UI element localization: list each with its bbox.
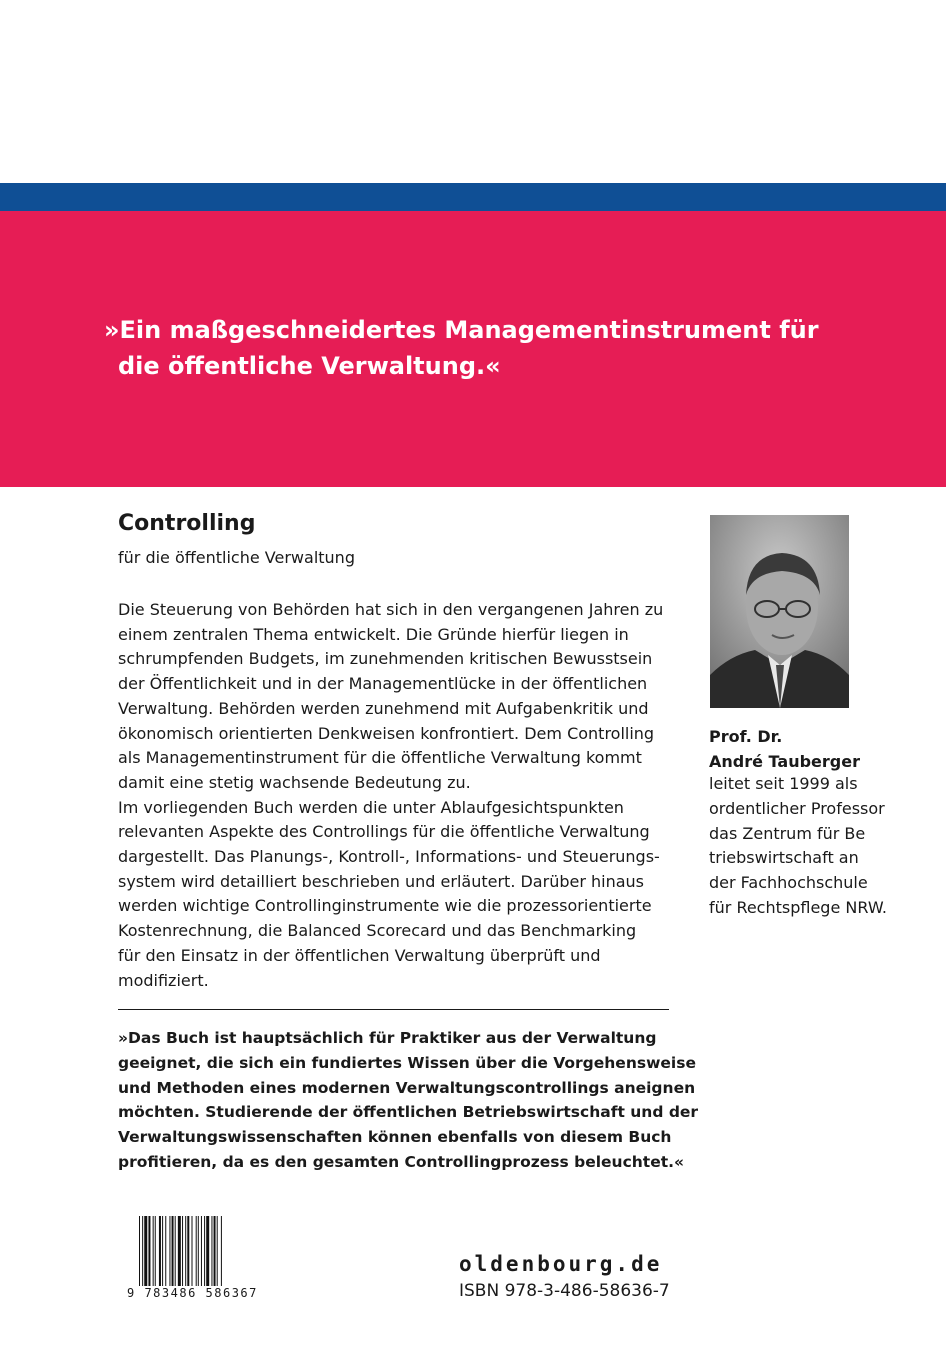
barcode-bar bbox=[217, 1216, 218, 1286]
header-quote-line1: »Ein maßgeschneidertes Managementinstrument für bbox=[104, 316, 819, 344]
review-line: und Methoden eines modernen Verwaltungscontrollings aneignen bbox=[118, 1078, 696, 1097]
barcode-bar bbox=[155, 1216, 156, 1286]
author-name-line2: André Tauberger bbox=[709, 751, 860, 771]
barcode-bar bbox=[211, 1216, 212, 1286]
barcode-bar bbox=[153, 1216, 154, 1286]
author-bio-line: triebswirtschaft an bbox=[709, 848, 859, 868]
book-description bbox=[118, 598, 678, 993]
header-quote bbox=[104, 312, 864, 384]
barcode-bar bbox=[206, 1216, 209, 1286]
barcode-bar bbox=[201, 1216, 202, 1286]
description-line: relevanten Aspekte des Controllings für die öffentliche Verwaltung bbox=[118, 822, 650, 842]
barcode-bar bbox=[165, 1216, 166, 1286]
barcode-bar bbox=[204, 1216, 205, 1286]
author-bio-line: leitet seit 1999 als bbox=[709, 774, 858, 793]
author-photo bbox=[710, 515, 849, 708]
description-line: system wird detailliert beschrieben und erläutert. Darüber hinaus bbox=[118, 871, 644, 891]
description-line: ökonomisch orientierten Denkweisen konfrontiert. Dem Controlling bbox=[118, 723, 655, 743]
barcode-bar bbox=[159, 1216, 161, 1286]
barcode-bar bbox=[169, 1216, 170, 1286]
author-bio-line: der Fachhochschule bbox=[709, 873, 868, 893]
description-line: werden wichtige Controllinginstrumente wie die prozessorientierte bbox=[118, 896, 652, 916]
barcode-bar bbox=[182, 1216, 183, 1286]
description-line: modifiziert. bbox=[118, 970, 209, 990]
author-bio-line: das Zentrum für Be bbox=[709, 823, 866, 843]
description-line: Kostenrechnung, die Balanced Scorecard und das Benchmarking bbox=[118, 921, 637, 941]
barcode-graphic bbox=[139, 1216, 301, 1286]
book-title: Controlling bbox=[118, 511, 256, 536]
barcode-number: 9 783486 586367 bbox=[127, 1286, 258, 1300]
barcode-bar bbox=[214, 1216, 216, 1286]
review-line: geeignet, die sich ein fundiertes Wissen über die Vorgehensweise bbox=[118, 1053, 696, 1072]
review-quote bbox=[118, 1026, 699, 1175]
barcode-bar bbox=[198, 1216, 199, 1286]
barcode-bar bbox=[144, 1216, 147, 1286]
publisher-url: oldenbourg.de bbox=[459, 1252, 663, 1276]
review-line: profitieren, da es den gesamten Controllingprozess beleuchtet.« bbox=[118, 1152, 685, 1171]
description-line: Verwaltung. Behörden werden zunehmend mit Aufgabenkritik und bbox=[118, 698, 649, 718]
description-line: für den Einsatz in der öffentlichen Verwaltung überprüft und bbox=[118, 945, 601, 965]
author-bio-line: für Rechtspflege NRW. bbox=[709, 897, 887, 917]
author-name-line1: Prof. Dr. bbox=[709, 727, 783, 746]
review-line: möchten. Studierende der öffentlichen Betriebswirtschaft und der bbox=[118, 1103, 699, 1122]
author-portrait-graphic bbox=[710, 515, 849, 708]
author-bio bbox=[709, 772, 887, 921]
barcode-bar bbox=[148, 1216, 150, 1286]
description-line: schrumpfenden Budgets, im zunehmenden kritischen Bewusstsein bbox=[118, 649, 653, 669]
barcode-bar bbox=[162, 1216, 163, 1286]
barcode-bar bbox=[196, 1216, 197, 1286]
header-quote-line2: die öffentliche Verwaltung.« bbox=[118, 352, 501, 380]
book-subtitle: für die öffentliche Verwaltung bbox=[118, 548, 355, 567]
description-line: damit eine stetig wachsende Bedeutung zu. bbox=[118, 772, 471, 792]
description-line: einem zentralen Thema entwickelt. Die Gründe hierfür liegen in bbox=[118, 624, 629, 644]
barcode-bar bbox=[172, 1216, 174, 1286]
barcode-bar bbox=[221, 1216, 222, 1286]
barcode-bar bbox=[139, 1216, 140, 1286]
review-line: »Das Buch ist hauptsächlich für Praktiker aus der Verwaltung bbox=[118, 1029, 657, 1047]
barcode-bar bbox=[142, 1216, 143, 1286]
blue-band bbox=[0, 183, 946, 211]
barcode-bar bbox=[175, 1216, 176, 1286]
barcode-bar bbox=[185, 1216, 186, 1286]
barcode-bar bbox=[178, 1216, 181, 1286]
author-name bbox=[709, 725, 860, 774]
description-line: Im vorliegenden Buch werden die unter Ablaufgesichtspunkten bbox=[118, 797, 624, 817]
author-bio-line: ordentlicher Professor bbox=[709, 798, 885, 818]
description-line: Die Steuerung von Behörden hat sich in den vergangenen Jahren zu bbox=[118, 600, 664, 619]
review-line: Verwaltungswissenschaften können ebenfalls von diesem Buch bbox=[118, 1128, 672, 1147]
isbn: ISBN 978-3-486-58636-7 bbox=[459, 1281, 670, 1301]
barcode-bar bbox=[187, 1216, 189, 1286]
description-line: der Öffentlichkeit und in der Managementlücke in der öffentlichen bbox=[118, 674, 648, 694]
section-divider bbox=[118, 1009, 669, 1010]
barcode-bar bbox=[192, 1216, 193, 1286]
description-line: als Managementinstrument für die öffentliche Verwaltung kommt bbox=[118, 748, 642, 768]
description-line: dargestellt. Das Planungs-, Kontroll-, Informations- und Steuerungs- bbox=[118, 847, 660, 867]
